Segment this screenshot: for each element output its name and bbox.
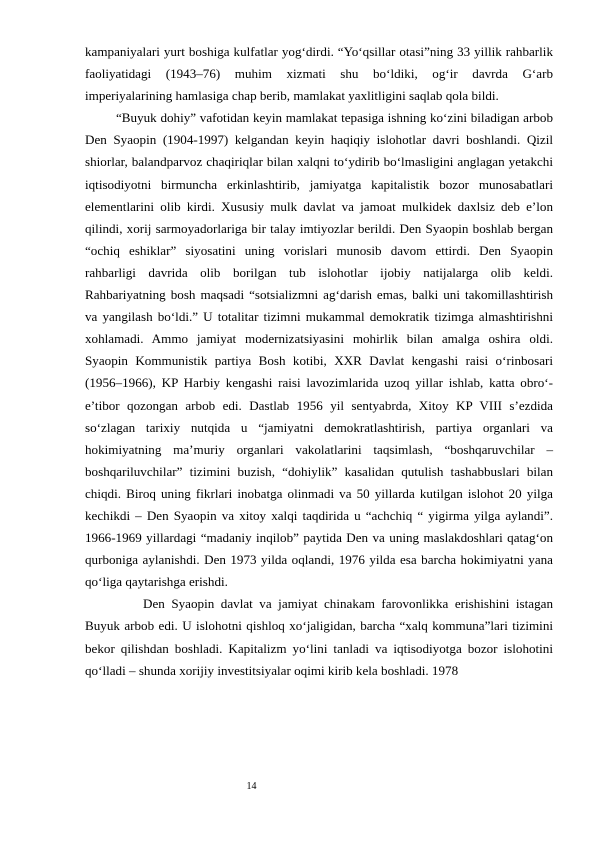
- document-page: [85, 41, 553, 682]
- page-number: 14: [246, 781, 257, 792]
- paragraph-3: Den Syaopin davlat va jamiyat chinakam farovonlikka erishishini istagan Buyuk arbob edi. U islohotni qishloq xo‘jaligidan, barcha “xalq kommuna”lari tizimini bekor qilishdan boshladi. Kapitalizm yo‘lini tanladi va iqtisodiyotga bozor islohotini qo‘lladi – shunda xorijiy investitsiyalar oqimi kirib kela boshladi. 1978: [85, 596, 553, 678]
- paragraph-1: kampaniyalari yurt boshiga kulfatlar yog‘dirdi. “Yo‘qsillar otasi”ning 33 yillik rahbarlik faoliyatidagi (1943–76) muhim xizmati shu bo‘ldiki, og‘ir davrda G‘arb imperiyalarining hamlasiga chap berib, mamlakat yaxlitligini saqlab qola bildi.: [85, 44, 553, 104]
- paragraph-2: “Buyuk dohiy” vafotidan keyin mamlakat tepasiga ishning ko‘zini biladigan arbob Den Syaopin (1904-1997) kelgandan keyin haqiqiy islohotlar davri boshlandi. Qizil shiorlar, balandparvoz chaqiriqlar bilan xalqni to‘ydirib bo‘lmasligini anglagan yetakchi iqtisodiyotni birmuncha erkinlashtirib, jamiyatga kapitalistik bozor munosabatlari elementlarini olib kirdi. Xususiy mulk davlat va jamoat mulkidek daxlsiz deb e’lon qilindi, xorij sarmoyadorlariga bir talay imtiyozlar berildi. Den Syaopin boshlab bergan “ochiq eshiklar” siyosatini uning vorislari munosib davom ettirdi. Den Syaopin rahbarligi davrida olib borilgan tub islohotlar ijobiy natijalarga olib keldi. Rahbariyatning bosh maqsadi “sotsializmni ag‘darish emas, balki uni takomillashtirish va yangilash bo‘ldi.” U totalitar tizimni mukammal demokratik tizimga almashtirishni xohlamadi. Ammo jamiyat modernizatsiyasini mohirlik bilan amalga oshira oldi. Syaopin Kommunistik partiya Bosh kotibi, XXR Davlat kengashi raisi o‘rinbosari (1956–1966), KP Harbiy kengashi raisi lavozimlarida uzoq yillar ishlab, katta obro‘-e’tibor qozongan arbob edi. Dastlab 1956 yil sentyabrda, Xitoy KP VIII s’ezdida so‘zlagan tarixiy nutqida u “jamiyatni demokratlashtirish, partiya organlari va hokimiyatning ma’muriy organlari vakolatlarini taqsimlash, “boshqaruvchilar – boshqariluvchilar” tizimini buzish, “dohiylik” kasalidan qutulish tashabbuslari bilan chiqdi. Biroq uning fikrlari inobatga olinmadi va 50 yillarda kutilgan islohot 20 yilga kechikdi – Den Syaopin va xitoy xalqi taqdirida u “achchiq “ yigirma yilga aylandi”. 1966-1969 yillardagi “madaniy inqilob” paytida Den va uning maslakdoshlari qatag‘on qurboniga aylanishdi. Den 1973 yilda oqlandi, 1976 yilda esa barcha hokimiyatni yana qo‘liga qaytarishga erishdi.: [85, 110, 553, 590]
